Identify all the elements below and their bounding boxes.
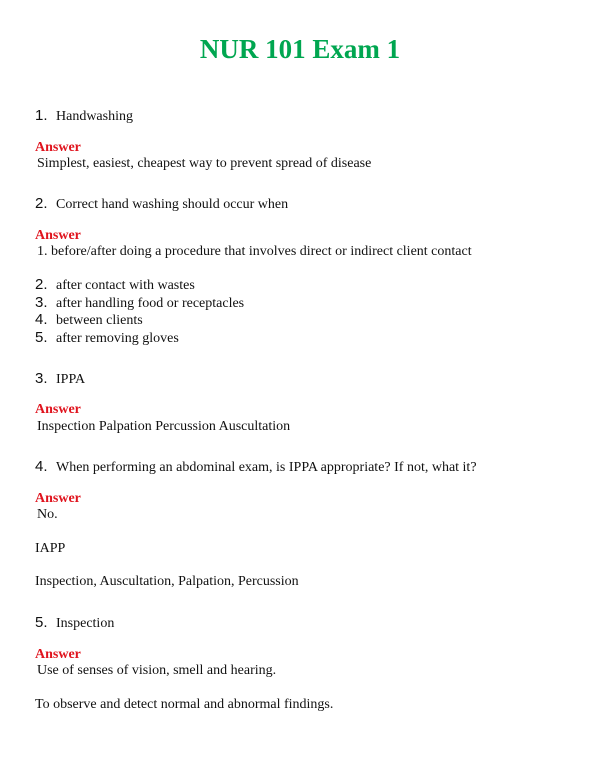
question-number: 3. — [35, 370, 48, 387]
list-text: after handling food or receptacles — [56, 296, 245, 311]
answer-label: Answer — [35, 491, 81, 506]
list-text: after removing gloves — [56, 331, 179, 346]
question-text: Correct hand washing should occur when — [56, 197, 289, 212]
answer-text: To observe and detect normal and abnormal findings. — [35, 697, 334, 712]
answer-text: Use of senses of vision, smell and hearing. — [37, 663, 277, 678]
answer-label: Answer — [35, 228, 81, 243]
list-text: after contact with wastes — [56, 278, 195, 293]
page-title: NUR 101 Exam 1 — [199, 34, 401, 64]
question-text: Handwashing — [56, 109, 133, 124]
question-number: 4. — [35, 458, 48, 475]
question-number: 5. — [35, 614, 48, 631]
list-number: 2. — [35, 276, 48, 293]
list-number: 4. — [35, 311, 48, 328]
list-item — [35, 329, 179, 347]
answer-text: 1. before/after doing a procedure that involves direct or indirect client contact — [37, 244, 472, 259]
question-number: 1. — [35, 107, 48, 124]
answer-text: Inspection Palpation Percussion Auscultation — [37, 419, 291, 434]
answer-label: Answer — [35, 402, 81, 417]
question-text: IPPA — [56, 372, 86, 387]
question-text: When performing an abdominal exam, is IPPA appropriate? If not, what it? — [56, 460, 477, 475]
list-number: 5. — [35, 329, 48, 346]
question-4 — [35, 458, 477, 476]
list-item — [35, 294, 244, 312]
question-text: Inspection — [56, 616, 115, 631]
question-2 — [35, 195, 288, 213]
answer-text: Inspection, Auscultation, Palpation, Percussion — [35, 574, 299, 589]
answer-text: No. — [37, 507, 58, 522]
list-item — [35, 311, 143, 329]
list-number: 3. — [35, 294, 48, 311]
question-1 — [35, 107, 133, 125]
question-3 — [35, 370, 85, 388]
list-item — [35, 276, 195, 294]
question-number: 2. — [35, 195, 48, 212]
answer-text: IAPP — [35, 541, 66, 556]
list-text: between clients — [56, 313, 143, 328]
answer-label: Answer — [35, 140, 81, 155]
answer-text: Simplest, easiest, cheapest way to prevent spread of disease — [37, 156, 372, 171]
question-5 — [35, 614, 114, 632]
answer-label: Answer — [35, 647, 81, 662]
